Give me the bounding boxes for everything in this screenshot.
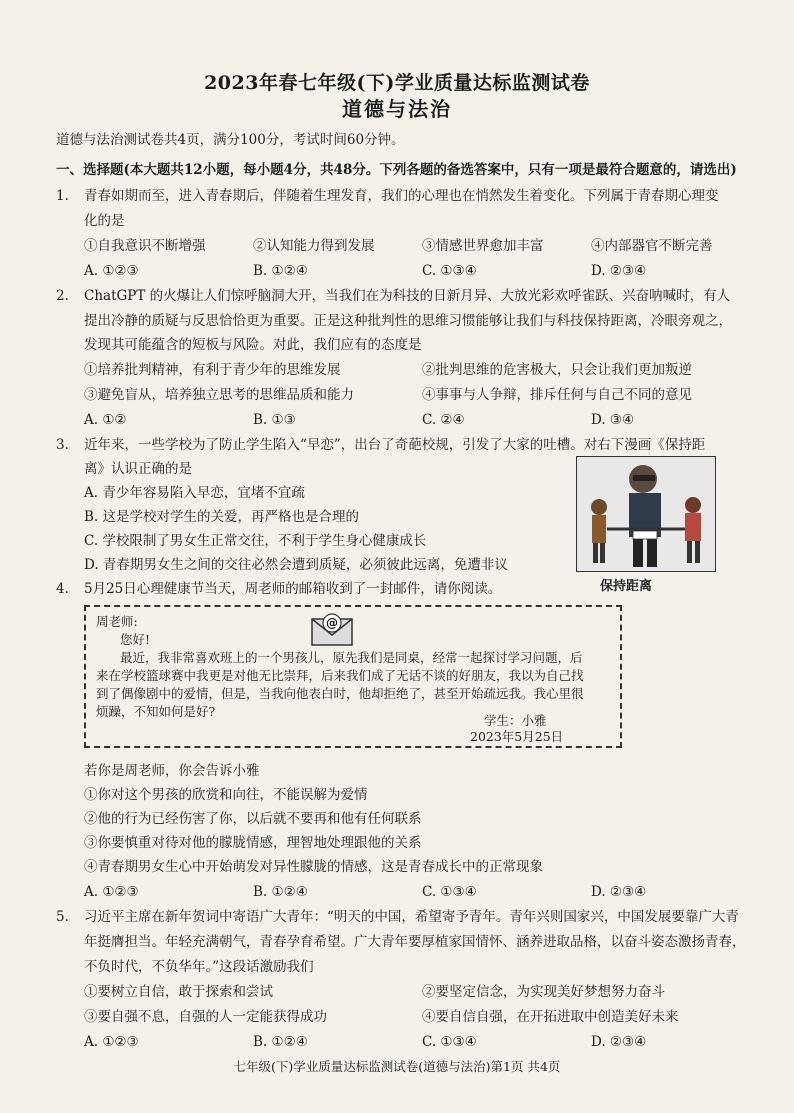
intro-text: 道德与法治测试卷共4页，满分100分，考试时间60分钟。 [56,132,405,148]
email-greeting: 您好! [120,632,151,647]
q2-line3: 发现其可能蕴含的短板与风险。对此，我们应有的态度是 [84,337,422,353]
svg-text:@: @ [326,616,338,630]
q2-number: 2. [56,288,69,304]
q1-choice-c: C. ①③④ [422,263,477,279]
q2-line2: 提出冷静的质疑与反思恰恰更为重要。正是这种批判性的思维习惯能够让我们与科技保持距离，冷眼旁观之， [84,313,732,329]
q4-choice-d: D. ②③④ [591,884,647,900]
section-desc: (本大题共12小题，每小题4分，共48分。下列各题的备选答案中，只有一项是最符合题意的，请选出) [123,162,737,178]
section-heading-line [56,161,737,179]
cartoon-caption: 保持距离 [600,579,653,594]
section-heading: 一、选择题 [56,162,124,178]
q2-option-1: ①培养批判精神，有利于青少年的思维发展 [84,362,341,378]
q5-line1: 习近平主席在新年贺词中寄语广大青年：“明天的中国，希望寄予青年。青年兴则国家兴，中国发展要靠广大青 [84,909,739,925]
q5-option-2: ②要坚定信念，为实现美好梦想努力奋斗 [422,984,665,1000]
email-signature: 学生：小雅 [484,713,547,728]
q2-choice-c: C. ②④ [422,412,465,428]
q1-choice-b: B. ①②④ [253,263,308,279]
q5-option-4: ④要自信自强，在开拓进取中创造美好未来 [422,1009,679,1025]
q5-option-1: ①要树立自信，敢于探索和尝试 [84,984,273,1000]
page-footer: 七年级(下)学业质量达标监测试卷(道德与法治)第1页 共4页 [233,1059,561,1074]
cartoon-illustration [577,457,715,571]
email-body-4: 烦躁，不知如何是好? [96,704,216,719]
q5-line2: 年挺膺担当。年轻充满朝气，青春孕育希望。广大青年要厚植家国情怀、涵养进取品格，以奋斗姿态激扬青春， [84,934,746,950]
email-body-2: 来在学校篮球赛中我更是对他无比崇拜，后来我们成了无话不谈的好朋友，我以为自己找 [96,668,584,683]
q5-choice-b: B. ①②④ [253,1034,308,1050]
q2-option-4: ④事事与人争辩，排斥任何与自己不同的意见 [422,387,692,403]
subject-title: 道德与法治 [342,97,452,121]
q4-choice-a: A. ①②③ [84,884,139,900]
exam-title: 2023年春七年级(下)学业质量达标监测试卷 [204,72,590,94]
q3-number: 3. [56,437,69,453]
q3-choice-b: B. 这是学校对学生的关爱，再严格也是合理的 [84,509,360,525]
q5-option-3: ③要自强不息，自强的人一定能获得成功 [84,1009,327,1025]
email-to: 周老师: [96,614,138,629]
q1-line1: 青春如期而至，进入青春期后，伴随着生理发育，我们的心理也在悄然发生着变化。下列属于青春期心理变 [84,188,719,204]
q5-line3: 不负时代，不负华年。”这段话激励我们 [84,959,314,975]
q3-choice-c: C. 学校限制了男女生正常交往，不利于学生身心健康成长 [84,533,427,549]
q2-option-2: ②批判思维的危害极大，只会让我们更加叛逆 [422,362,692,378]
q1-number: 1. [56,188,69,204]
q1-option-1: ①自我意识不断增强 [84,238,206,254]
q4-line1: 5月25日心理健康节当天，周老师的邮箱收到了一封邮件，请你阅读。 [84,581,502,597]
q4-option-2: ②他的行为已经伤害了你，以后就不要再和他有任何联系 [84,811,422,827]
q1-choice-a: A. ①②③ [84,263,139,279]
q1-line2: 化的是 [84,213,125,229]
q4-option-3: ③你要慎重对待对他的朦胧情感，理智地处理跟他的关系 [84,835,422,851]
q2-choice-d: D. ③④ [591,412,635,428]
q2-choice-a: A. ①② [84,412,127,428]
q2-line1: ChatGPT 的火爆让人们惊呼脑洞大开，当我们在为科技的日新月异、大放光彩欢呼雀跃、兴奋呐喊时，有人 [84,288,731,304]
cartoon-keep-distance [576,456,716,572]
q5-choice-a: A. ①②③ [84,1034,139,1050]
email-body-1: 最近，我非常喜欢班上的一个男孩儿，原先我们是同桌，经常一起探讨学习问题，后 [120,650,583,665]
q4-option-1: ①你对这个男孩的欣赏和向往，不能误解为爱情 [84,787,368,803]
q4-choice-b: B. ①②④ [253,884,308,900]
q2-choice-b: B. ①③ [253,412,296,428]
q1-option-2: ②认知能力得到发展 [253,238,375,254]
q4-option-4: ④青春期男女生心中开始萌发对异性朦胧的情感，这是青春成长中的正常现象 [84,859,543,875]
q1-choice-d: D. ②③④ [591,263,647,279]
q3-line1: 近年来，一些学校为了防止学生陷入“早恋”，出台了奇葩校规，引发了大家的吐槽。对右下漫画《保持距 [84,437,706,453]
q4-ask: 若你是周老师，你会告诉小雅 [84,763,260,779]
q2-option-3: ③避免盲从，培养独立思考的思维品质和能力 [84,387,354,403]
q1-option-4: ④内部器官不断完善 [591,238,713,254]
email-icon [310,611,354,647]
q4-choice-c: C. ①③④ [422,884,477,900]
q3-line2: 离》认识正确的是 [84,461,192,477]
q5-choice-c: C. ①③④ [422,1034,477,1050]
q1-option-3: ③情感世界愈加丰富 [422,238,544,254]
email-date: 2023年5月25日 [470,729,564,744]
q5-choice-d: D. ②③④ [591,1034,647,1050]
q5-number: 5. [56,909,69,925]
q3-choice-a: A. 青少年容易陷入早恋，宜堵不宜疏 [84,485,305,501]
q3-choice-d: D. 青春期男女生之间的交往必然会遭到质疑，必须彼此远离，免遭非议 [84,557,508,573]
email-body-3: 到了偶像剧中的爱情，但是，当我向他表白时，他却拒绝了，甚至开始疏远我。我心里很 [96,686,584,701]
q4-number: 4. [56,581,69,597]
